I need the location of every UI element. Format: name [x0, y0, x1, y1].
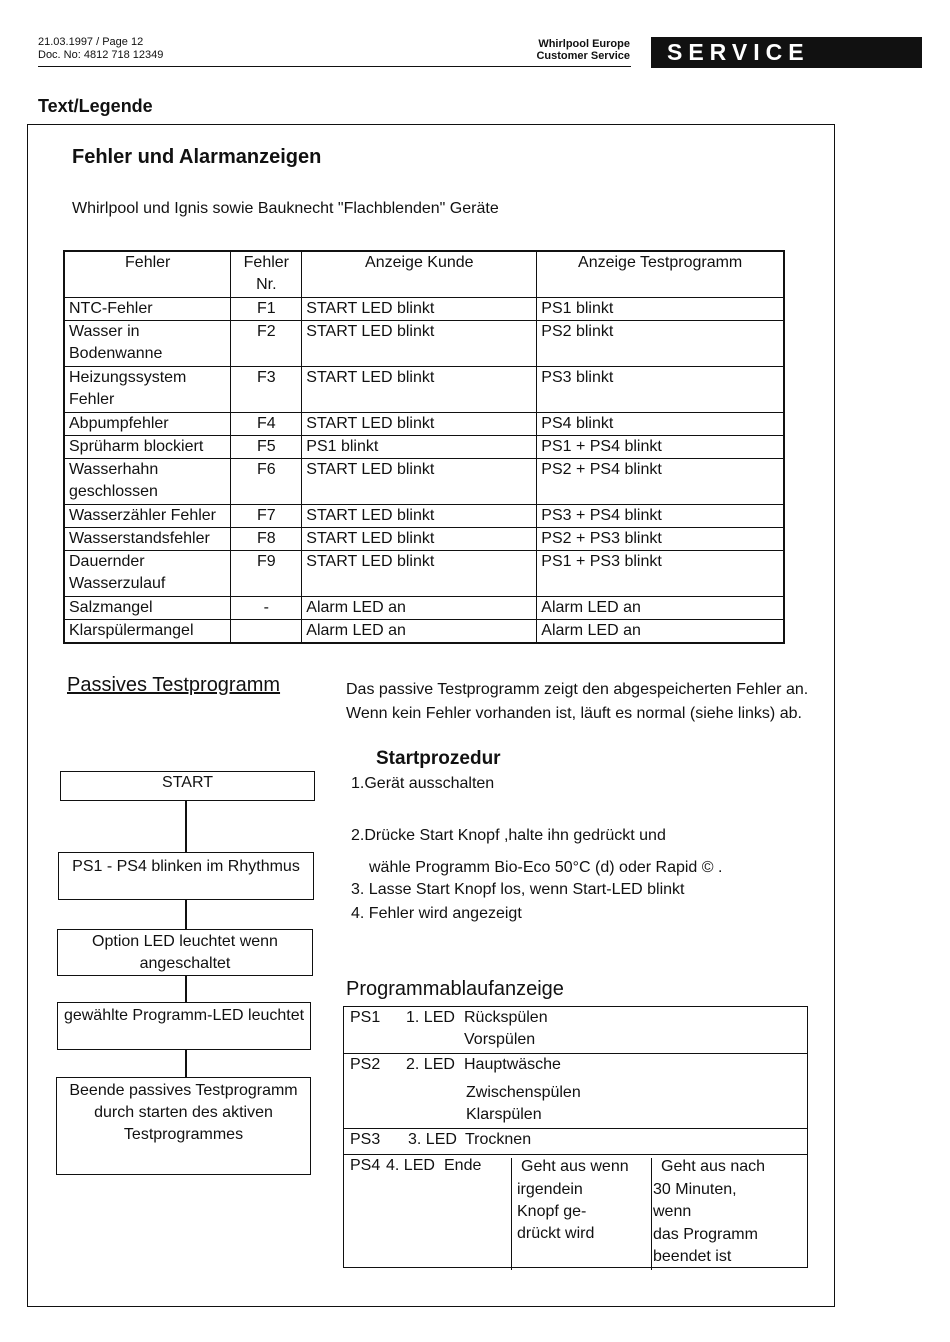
- table-row: [64, 435, 784, 458]
- cell-kunde: START LED blinkt: [302, 297, 537, 320]
- header-divider: [38, 66, 631, 67]
- table-row: [64, 458, 784, 504]
- cell-fehler: NTC-Fehler: [64, 297, 231, 320]
- table-row: [64, 619, 784, 643]
- cell-fehler: Wasserhahn geschlossen: [64, 458, 231, 504]
- step-4: 4. Fehler wird angezeigt: [351, 905, 522, 922]
- ps4-note2-line: das Programm: [653, 1226, 758, 1243]
- cell-nr: F5: [231, 435, 302, 458]
- table-row: [64, 412, 784, 435]
- cell-kunde: START LED blinkt: [302, 366, 537, 412]
- header-anzeige-testprogramm: Anzeige Testprogramm: [537, 251, 784, 297]
- cell-test: Alarm LED an: [537, 619, 784, 643]
- cell-fehler: Dauernder Wasserzulauf: [64, 550, 231, 596]
- department-name: Customer Service: [536, 50, 630, 62]
- table-row: [64, 366, 784, 412]
- ps3-led: 3. LED: [408, 1131, 457, 1148]
- date-page: 21.03.1997 / Page 12: [38, 36, 144, 48]
- ps4-note1-line: Knopf ge-: [517, 1203, 587, 1220]
- ps4-label: PS4: [350, 1157, 381, 1174]
- cell-test: PS1 + PS3 blinkt: [537, 550, 784, 596]
- cell-nr: F4: [231, 412, 302, 435]
- cell-nr: F8: [231, 527, 302, 550]
- ps3-label: PS3: [350, 1131, 381, 1148]
- header-meta: [38, 36, 163, 62]
- table-row: [64, 320, 784, 366]
- passive-title: Passives Testprogramm: [67, 674, 281, 696]
- ps1-text-1: Rückspülen: [464, 1009, 548, 1026]
- ps4-note2-line: 30 Minuten,: [653, 1181, 737, 1198]
- ps2-text-3: Klarspülen: [466, 1106, 542, 1123]
- cell-nr: F3: [231, 366, 302, 412]
- ps4-note2-line: wenn: [653, 1203, 692, 1220]
- cell-test: PS3 blinkt: [537, 366, 784, 412]
- company-name: Whirlpool Europe: [538, 38, 630, 50]
- table-header-row: [64, 251, 784, 297]
- cell-kunde: Alarm LED an: [302, 596, 537, 619]
- cell-test: PS1 + PS4 blinkt: [537, 435, 784, 458]
- header-anzeige-kunde: Anzeige Kunde: [302, 251, 537, 297]
- ps4-note1-line: drückt wird: [517, 1225, 595, 1242]
- table-row: [64, 550, 784, 596]
- cell-fehler: Sprüharm blockiert: [64, 435, 231, 458]
- step-2-continued: wähle Programm Bio-Eco 50°C (d) oder Rapid © .: [369, 859, 723, 876]
- cell-fehler: Heizungssystem Fehler: [64, 366, 231, 412]
- flow-connector: [185, 900, 187, 930]
- cell-test: Alarm LED an: [537, 596, 784, 619]
- subtitle: Whirlpool und Ignis sowie Bauknecht "Flachblenden" Geräte: [72, 200, 499, 217]
- cell-fehler: Wasser in Bodenwanne: [64, 320, 231, 366]
- table-row: [64, 297, 784, 320]
- ps2-label: PS2: [350, 1056, 381, 1073]
- cell-test: PS2 + PS4 blinkt: [537, 458, 784, 504]
- cell-kunde: PS1 blinkt: [302, 435, 537, 458]
- cell-fehler: Salzmangel: [64, 596, 231, 619]
- step-1: 1.Gerät ausschalten: [351, 775, 495, 792]
- startprozedur-title: Startprozedur: [376, 748, 501, 769]
- ps4-note2-line: Geht aus nach: [661, 1158, 766, 1175]
- error-table: [63, 250, 785, 644]
- ps4-note1-line: irgendein: [517, 1181, 583, 1198]
- flow-step-option-led: Option LED leuchtet wenn angeschaltet: [57, 929, 313, 976]
- flow-step-program-led: gewählte Programm-LED leuchtet: [57, 1002, 311, 1050]
- cell-kunde: START LED blinkt: [302, 412, 537, 435]
- ps2-led: 2. LED: [406, 1056, 455, 1073]
- company-block: [500, 38, 630, 62]
- cell-nr: -: [231, 596, 302, 619]
- cell-nr: F9: [231, 550, 302, 596]
- doc-number: Doc. No: 4812 718 12349: [38, 49, 164, 61]
- flow-step-end: Beende passives Testprogramm durch starten des aktiven Testprogrammes: [56, 1077, 311, 1175]
- ps1-label: PS1: [350, 1009, 381, 1026]
- flow-start-box: START: [60, 771, 315, 801]
- service-banner: SERVICE: [651, 37, 922, 68]
- main-title: Fehler und Alarmanzeigen: [72, 146, 322, 168]
- table-row: [64, 527, 784, 550]
- ps4-note2-line: beendet ist: [653, 1248, 732, 1265]
- ps3-text-1: Trocknen: [465, 1131, 532, 1148]
- cell-fehler: Abpumpfehler: [64, 412, 231, 435]
- ps2-text-2: Zwischenspülen: [466, 1084, 581, 1101]
- cell-kunde: Alarm LED an: [302, 619, 537, 643]
- cell-kunde: START LED blinkt: [302, 527, 537, 550]
- flow-step-blink: PS1 - PS4 blinken im Rhythmus: [58, 852, 314, 900]
- ps4-led: 4. LED: [386, 1157, 435, 1174]
- cell-nr: F2: [231, 320, 302, 366]
- ps4-divider: [651, 1158, 652, 1270]
- cell-test: PS3 + PS4 blinkt: [537, 504, 784, 527]
- ps4-text-1: Ende: [444, 1157, 482, 1174]
- step-2: 2.Drücke Start Knopf ,halte ihn gedrückt und: [351, 827, 666, 844]
- table-row: [64, 596, 784, 619]
- header-fehler-nr: Fehler Nr.: [231, 251, 302, 297]
- ps4-divider: [511, 1158, 512, 1270]
- ps4-note1-line: Geht aus wenn: [521, 1158, 629, 1175]
- cell-kunde: START LED blinkt: [302, 458, 537, 504]
- cell-test: PS4 blinkt: [537, 412, 784, 435]
- ps1-text-2: Vorspülen: [464, 1031, 536, 1048]
- cell-nr: F6: [231, 458, 302, 504]
- cell-test: PS1 blinkt: [537, 297, 784, 320]
- passive-description: Das passive Testprogramm zeigt den abgespeicherten Fehler an. Wenn kein Fehler vorhanden ist, läuft es normal (siehe links) ab.: [346, 681, 809, 722]
- flow-connector: [185, 1048, 187, 1078]
- flow-connector: [185, 975, 187, 1002]
- ps1-led: 1. LED: [406, 1009, 455, 1026]
- cell-fehler: Wasserstandsfehler: [64, 527, 231, 550]
- cell-kunde: START LED blinkt: [302, 504, 537, 527]
- ps2-text-1: Hauptwäsche: [464, 1056, 561, 1073]
- cell-fehler: Wasserzähler Fehler: [64, 504, 231, 527]
- table-row: [64, 504, 784, 527]
- cell-test: PS2 blinkt: [537, 320, 784, 366]
- section-title: Text/Legende: [38, 96, 153, 116]
- header-fehler: Fehler: [64, 251, 231, 297]
- flow-connector: [185, 800, 187, 852]
- programmablauf-title: Programmablaufanzeige: [346, 978, 564, 1000]
- step-3: 3. Lasse Start Knopf los, wenn Start-LED blinkt: [351, 881, 685, 898]
- cell-test: PS2 + PS3 blinkt: [537, 527, 784, 550]
- cell-nr: [231, 619, 302, 643]
- cell-kunde: START LED blinkt: [302, 550, 537, 596]
- cell-nr: F7: [231, 504, 302, 527]
- cell-kunde: START LED blinkt: [302, 320, 537, 366]
- cell-fehler: Klarspülermangel: [64, 619, 231, 643]
- cell-nr: F1: [231, 297, 302, 320]
